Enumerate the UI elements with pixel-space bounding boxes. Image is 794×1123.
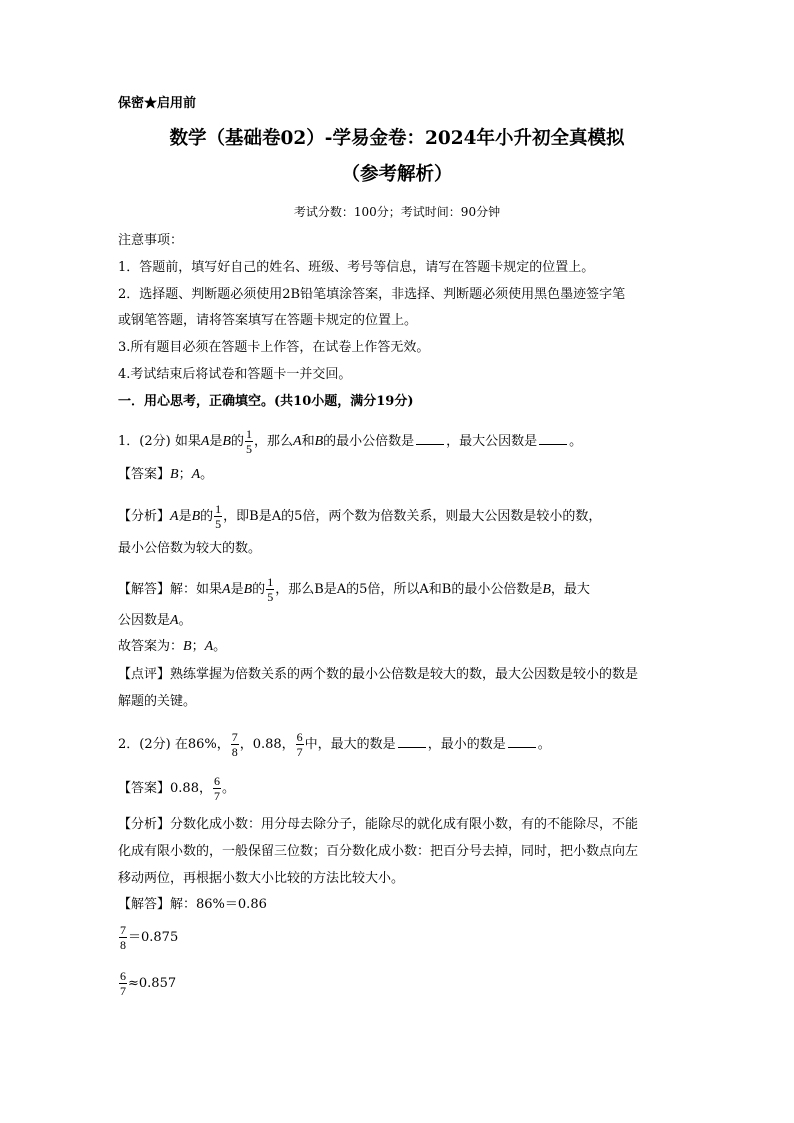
section-heading: 一．用心思考，正确填空。(共10小题，满分19分) [118,394,414,409]
analysis-1: 【分析】A是B的 $\frac{1}{5}$ ，即B是A的5倍，两个数为倍数关系，则最大公因数是较小的数， [118,502,602,531]
fraction: $\frac{1}{5}$ [245,427,252,456]
fraction: $\frac{6}{7}$ [213,774,220,803]
notice-item: 2．选择题、判断题必须使用2B铅笔填涂答案，非选择、判断题必须使用黑色墨迹签字笔 [118,287,626,302]
answer-1: 【答案】B；A。 [118,467,214,482]
page-title: 数学（基础卷02）-学易金卷：2024年小升初全真模拟 [169,128,625,149]
solution-2: 【解答】解：86%＝0.86 [118,897,267,912]
exam-meta: 考试分数：100分；考试时间：90分钟 [293,205,501,219]
answer-blank [539,432,567,445]
notice-item: 3.所有题目必须在答题卡上作答，在试卷上作答无效。 [118,340,430,355]
notice-item: 或钢笔答题，请将答案填写在答题卡规定的位置上。 [118,313,418,328]
fraction: $\frac{1}{5}$ [267,575,274,604]
question-1: 1．(2分) 如果A是B的 $\frac{1}{5}$ ，那么A和B的最小公倍数是 ，最大公因数是 。 [118,427,583,456]
analysis-1-line2: 最小公倍数为较大的数。 [118,541,262,556]
fraction: $\frac{6}{7}$ [120,969,126,998]
fraction: $\frac{7}{8}$ [120,923,126,952]
comment-1-line2: 解题的关键。 [118,694,197,709]
question-2: 2．(2分) 在86%， $\frac{7}{8}$ ，0.88， $\frac{6}{7}$ 中，最大的数是 ，最小的数是 。 [118,730,551,759]
equation-1: $\frac{7}{8}$ ＝0.875 [120,923,179,952]
notice-heading: 注意事项： [118,233,184,248]
answer-blank [398,735,426,748]
final-answer-1: 故答案为：B；A。 [118,639,227,654]
notice-item: 1．答题前，填写好自己的姓名、班级、考号等信息，请写在答题卡规定的位置上。 [118,260,595,275]
solution-1-line2: 公因数是A。 [118,613,192,628]
page-subtitle: （参考解析） [341,164,453,185]
answer-blank [416,432,444,445]
fraction: $\frac{7}{8}$ [231,730,238,759]
answer-2: 【答案】0.88， $\frac{6}{7}$ 。 [118,774,235,803]
analysis-2-line3: 移动两位，再根据小数大小比较的方法比较大小。 [118,871,405,886]
analysis-2-line2: 化成有限小数的，一般保留三位数；百分数化成小数：把百分号去掉，同时，把小数点向左 [118,844,639,859]
solution-1: 【解答】解：如果A是B的 $\frac{1}{5}$ ，那么B是A的5倍，所以A和B的最小公倍数是B，最大 [118,575,590,604]
secret-label: 保密★启用前 [118,96,197,111]
fraction: $\frac{1}{5}$ [215,502,222,531]
fraction: $\frac{6}{7}$ [296,730,303,759]
answer-blank [508,735,536,748]
comment-1: 【点评】熟练掌握为倍数关系的两个数的最小公倍数是较大的数，最大公因数是较小的数是 [118,667,639,682]
equation-2: $\frac{6}{7}$ ≈0.857 [120,969,177,998]
analysis-2: 【分析】分数化成小数：用分母去除分子，能除尽的就化成有限小数，有的不能除尽，不能 [118,817,639,832]
notice-item: 4.考试结束后将试卷和答题卡一并交回。 [118,367,352,382]
